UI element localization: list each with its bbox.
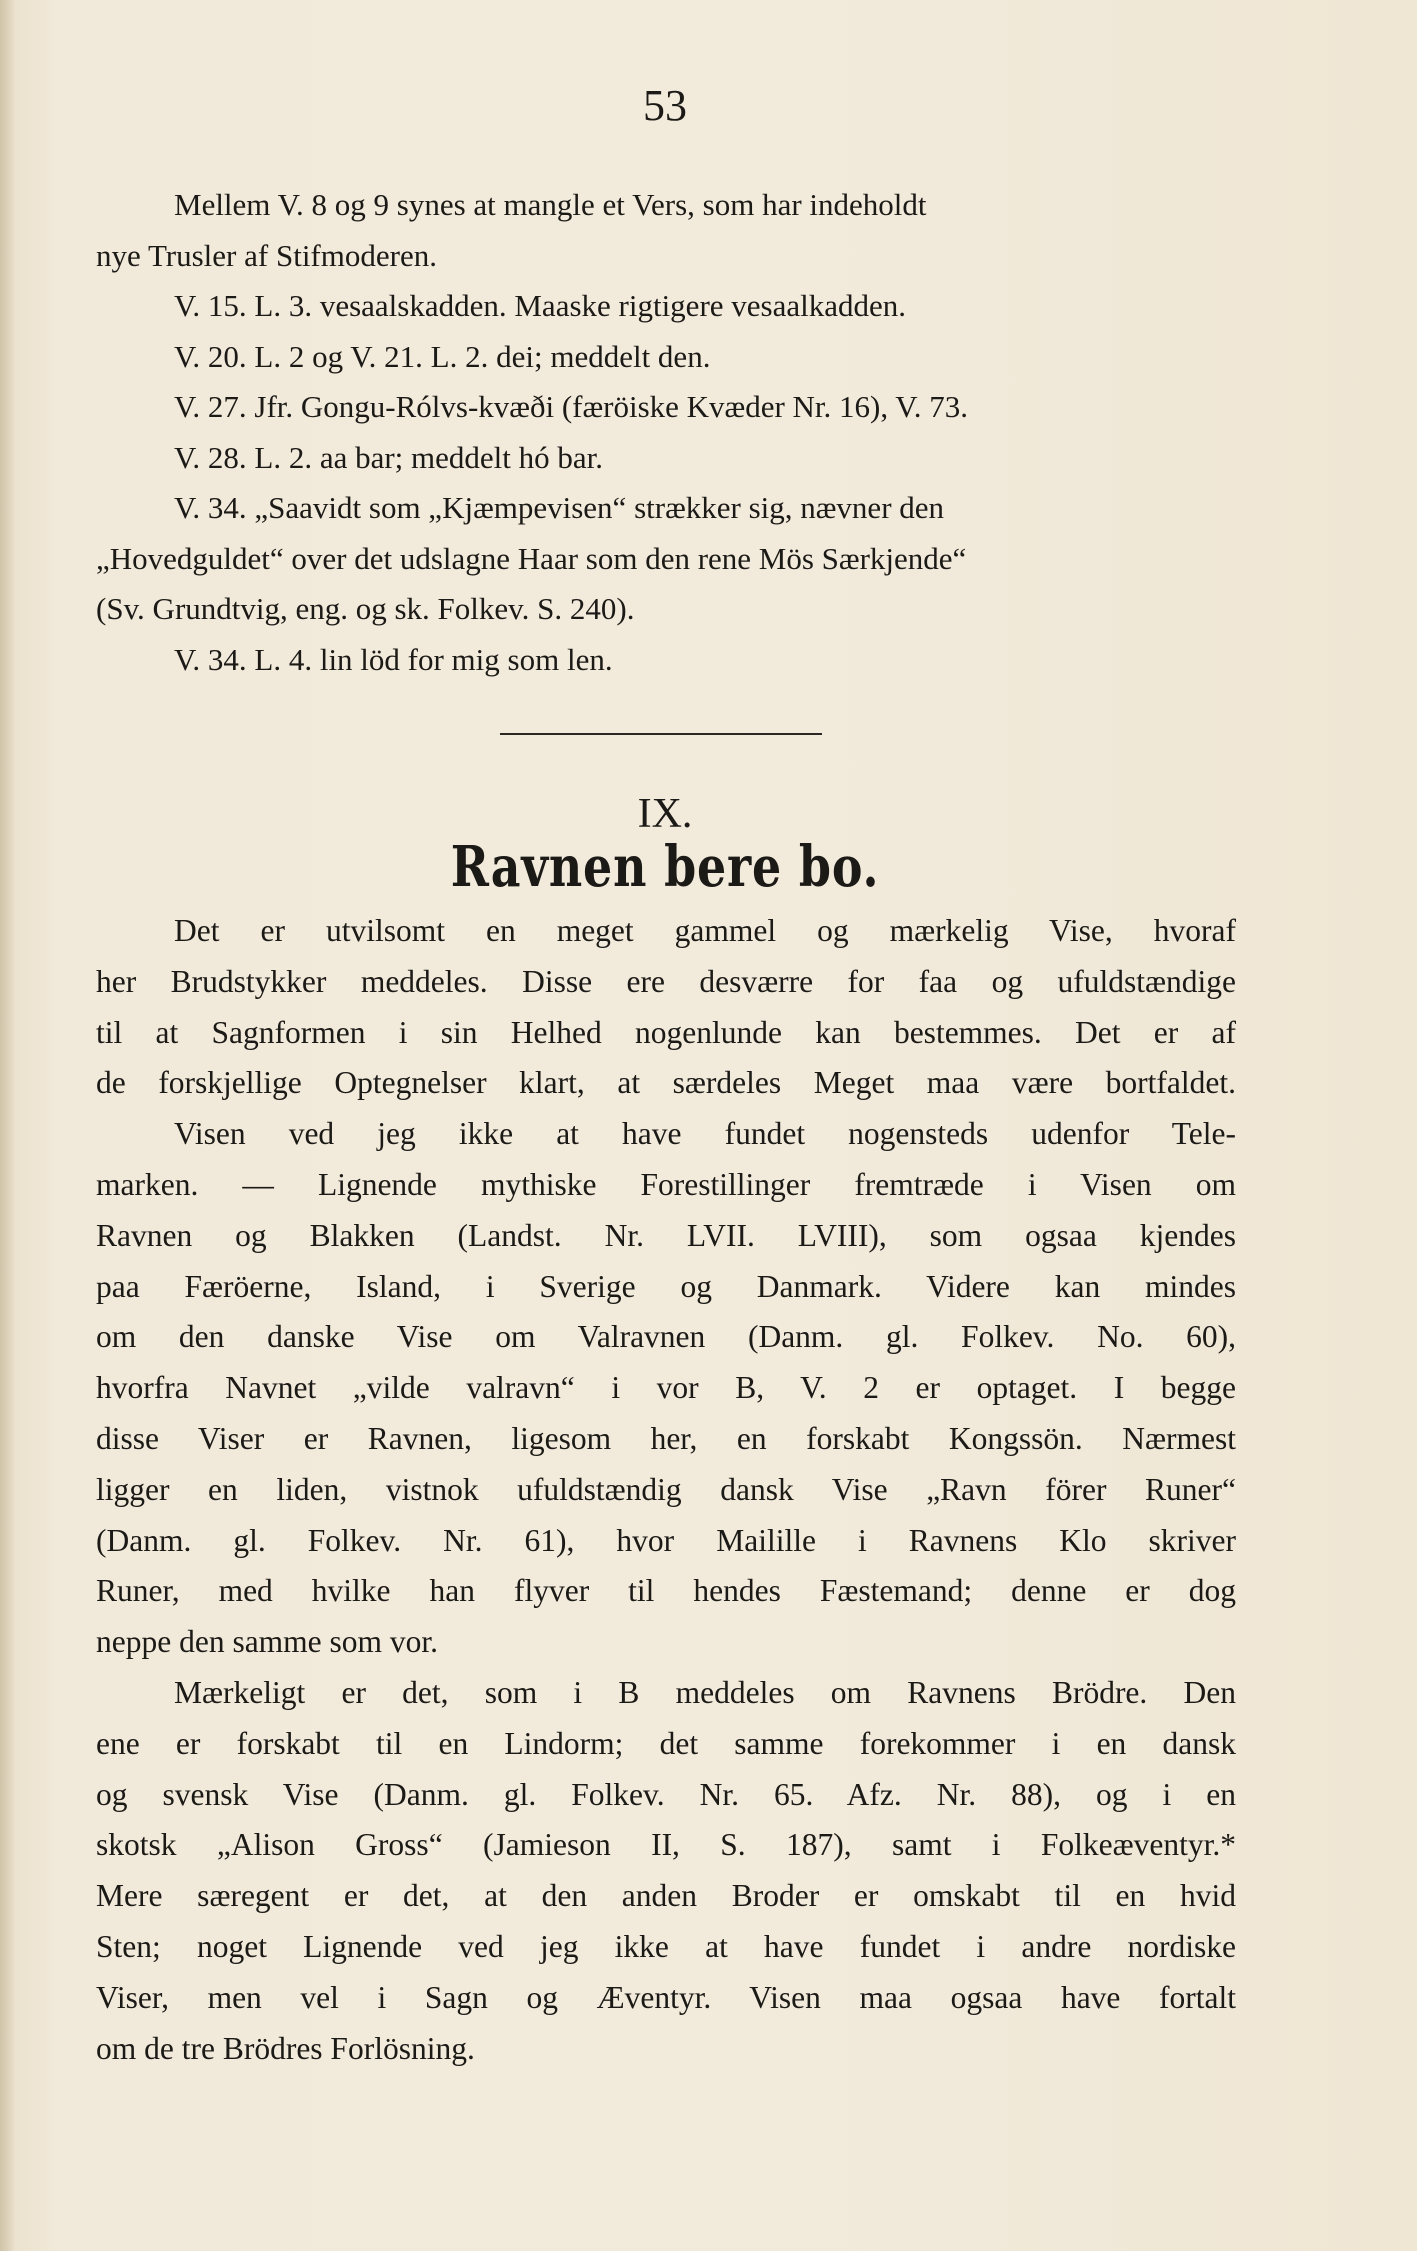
body-line: skotsk „Alison Gross“ (Jamieson II, S. 187), samt i Folkeæventyr.* xyxy=(96,1827,1236,1863)
body-line: om de tre Brödres Forlösning. xyxy=(96,2030,475,2066)
note-line: (Sv. Grundtvig, eng. og sk. Folkev. S. 240). xyxy=(96,591,635,626)
body-line: (Danm. gl. Folkev. Nr. 61), hvor Mailille i Ravnens Klo skriver xyxy=(96,1522,1236,1558)
body-line: marken. — Lignende mythiske Forestillinger fremtræde i Visen om xyxy=(96,1166,1236,1202)
body-line: til at Sagnformen i sin Helhed nogenlunde kan bestemmes. Det er af xyxy=(96,1014,1236,1050)
body-line: Runer, med hvilke han flyver til hendes Fæstemand; denne er dog xyxy=(96,1573,1236,1609)
note-line: V. 15. L. 3. vesaalskadden. Maaske rigtigere vesaalkadden. xyxy=(174,288,906,323)
body-line: Ravnen og Blakken (Landst. Nr. LVII. LVIII), som ogsaa kjendes xyxy=(96,1217,1236,1253)
note-line: V. 27. Jfr. Gongu-Rólvs-kvæði (færöiske Kvæder Nr. 16), V. 73. xyxy=(174,389,968,424)
body-text xyxy=(96,906,1236,2074)
body-line: disse Viser er Ravnen, ligesom her, en forskabt Kongssön. Nærmest xyxy=(96,1420,1236,1456)
body-line: neppe den samme som vor. xyxy=(96,1624,439,1660)
body-line: Viser, men vel i Sagn og Æventyr. Visen maa ogsaa have fortalt xyxy=(96,1979,1236,2015)
section-divider xyxy=(500,733,822,735)
note-line: nye Trusler af Stifmoderen. xyxy=(96,237,437,273)
page-spine-shadow xyxy=(0,0,14,2251)
body-line: her Brudstykker meddeles. Disse ere desværre for faa og ufuldstændige xyxy=(96,963,1236,999)
body-line: Visen ved jeg ikke at have fundet nogensteds udenfor Tele- xyxy=(174,1116,1236,1152)
body-line: Sten; noget Lignende ved jeg ikke at have fundet i andre nordiske xyxy=(96,1928,1236,1964)
body-line: Mere særegent er det, at den anden Broder er omskabt til en hvid xyxy=(96,1878,1236,1914)
page-number: 53 xyxy=(643,81,687,130)
body-line: Mærkeligt er det, som i B meddeles om Ravnens Brödre. Den xyxy=(174,1674,1236,1710)
note-line: V. 28. L. 2. aa bar; meddelt hó bar. xyxy=(174,439,604,475)
notes-block xyxy=(96,180,1236,685)
note-line: Mellem V. 8 og 9 synes at mangle et Vers, som har indeholdt xyxy=(174,187,927,222)
note-line: V. 34. „Saavidt som „Kjæmpevisen“ strækker sig, nævner den xyxy=(174,490,945,525)
body-line: de forskjellige Optegnelser klart, at særdeles Meget maa være bortfaldet. xyxy=(96,1065,1236,1101)
body-line: ene er forskabt til en Lindorm; det samme forekommer i en dansk xyxy=(96,1725,1236,1761)
section-number: IX. xyxy=(637,791,693,837)
body-line: paa Færöerne, Island, i Sverige og Danmark. Videre kan mindes xyxy=(96,1268,1236,1304)
note-line: V. 20. L. 2 og V. 21. L. 2. dei; meddelt den. xyxy=(174,338,711,374)
section-title: Ravnen bere bo. xyxy=(450,834,880,900)
body-line: om den danske Vise om Valravnen (Danm. gl. Folkev. No. 60), xyxy=(96,1319,1236,1355)
body-line: hvorfra Navnet „vilde valravn“ i vor B, V. 2 er optaget. I begge xyxy=(96,1370,1236,1406)
note-line: V. 34. L. 4. lin löd for mig som len. xyxy=(174,641,613,677)
body-line: Det er utvilsomt en meget gammel og mærkelig Vise, hvoraf xyxy=(174,913,1236,948)
note-line: „Hovedguldet“ over det udslagne Haar som den rene Mös Særkjende“ xyxy=(96,540,967,576)
body-line: ligger en liden, vistnok ufuldstændig dansk Vise „Ravn förer Runer“ xyxy=(96,1471,1236,1507)
body-line: og svensk Vise (Danm. gl. Folkev. Nr. 65. Afz. Nr. 88), og i en xyxy=(96,1776,1236,1812)
